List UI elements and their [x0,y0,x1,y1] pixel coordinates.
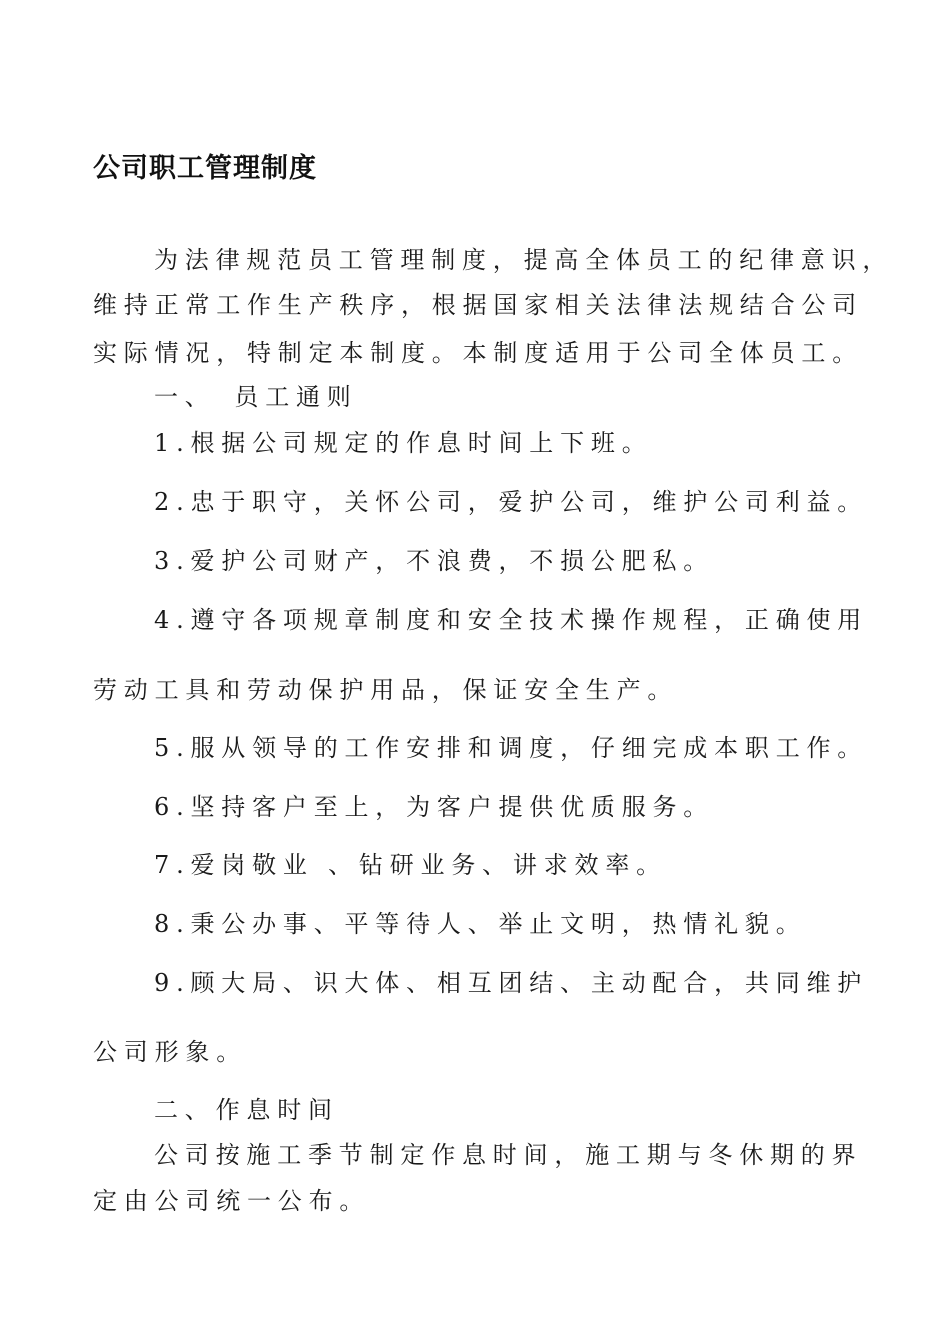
rule-item-5: 5.服从领导的工作安排和调度，仔细完成本职工作。 [154,734,869,762]
rule-item-4-continued: 劳动工具和劳动保护用品，保证安全生产。 [93,676,679,704]
rule-item-3: 3.爱护公司财产，不浪费，不损公肥私。 [154,547,715,575]
intro-line-1: 为法律规范员工管理制度，提高全体员工的纪律意识， [154,246,894,274]
rule-item-1: 1.根据公司规定的作息时间上下班。 [154,429,653,457]
rule-item-2: 2.忠于职守，关怀公司，爱护公司，维护公司利益。 [154,488,869,516]
rule-item-6: 6.坚持客户至上，为客户提供优质服务。 [154,793,715,821]
section2-body-line-1: 公司按施工季节制定作息时间，施工期与冬休期的界 [154,1141,863,1169]
section2-heading: 二、作息时间 [154,1096,339,1124]
intro-line-2: 维持正常工作生产秩序，根据国家相关法律法规结合公司 [93,291,863,319]
section1-heading: 一、 员工通则 [154,383,358,411]
section2-body-line-2: 定由公司统一公布。 [93,1187,371,1215]
intro-line-3: 实际情况，特制定本制度。本制度适用于公司全体员工。 [93,339,863,367]
rule-item-7: 7.爱岗敬业 、钻研业务、讲求效率。 [154,851,667,879]
rule-item-8: 8.秉公办事、平等待人、举止文明，热情礼貌。 [154,910,807,938]
rule-item-9: 9.顾大局、识大体、相互团结、主动配合，共同维护 [154,969,869,997]
rule-item-4: 4.遵守各项规章制度和安全技术操作规程，正确使用 [154,606,869,634]
document-title: 公司职工管理制度 [93,153,317,184]
rule-item-9-continued: 公司形象。 [93,1038,247,1066]
